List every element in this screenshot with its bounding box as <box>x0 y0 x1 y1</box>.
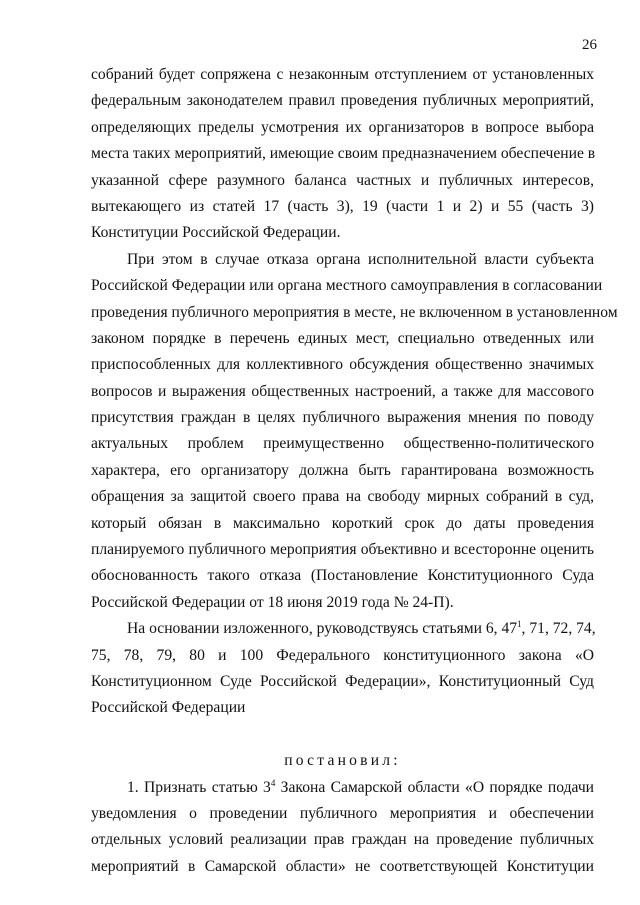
text-line: вопросов и выражения общественных настроений, а также для массового <box>91 382 594 400</box>
paragraph <box>91 62 594 247</box>
text-line: федеральным законодателем правил проведения публичных мероприятий, <box>91 92 594 110</box>
text-line: приспособленных для коллективного обсуждения общественно значимых <box>91 356 594 374</box>
text-line: актуальных проблем преимущественно общественно-политического <box>91 435 594 453</box>
text-line: который обязан в максимально короткий срок до даты проведения <box>91 514 594 532</box>
text-fragment: На основании изложенного, руководствуясь статьями 6, 47 <box>127 620 518 638</box>
superscript: 4 <box>270 777 276 788</box>
text-line: планируемого публичного мероприятия объективно и всесторонне оценить <box>91 541 594 559</box>
text-line: присутствия граждан в целях публичного выражения мнения по поводу <box>91 409 594 427</box>
blank-line <box>91 722 594 748</box>
text-line <box>91 775 594 801</box>
superscript: 1 <box>517 619 522 630</box>
text-line: характера, его организатору должна быть гарантирована возможность <box>91 461 594 479</box>
ruling-heading: постановил: <box>284 752 401 770</box>
text-line: Российской Федерации от 18 июня 2019 года № 24-П). <box>91 593 454 611</box>
text-line: определяющих пределы усмотрения их организаторов в вопросе выбора <box>91 118 594 136</box>
text-line: законом порядке в перечень единых мест, специально отведенных или <box>91 329 594 347</box>
text-line: Конституции Российской Федерации. <box>91 224 341 242</box>
text-line: отдельных условий реализации прав граждан на проведение публичных <box>91 831 594 849</box>
body-text <box>91 62 618 880</box>
text-line: При этом в случае отказа органа исполнительной власти субъекта <box>127 250 594 268</box>
paragraph <box>91 775 594 881</box>
text-line: мероприятий в Самарской области» не соответствующей Конституции <box>91 857 594 875</box>
text-line: уведомления о проведении публичного мероприятия и обеспечении <box>91 804 594 822</box>
text-line: Российской Федерации <box>91 699 246 717</box>
text-line: обращения за защитой своего права на свободу мирных собраний в суд, <box>91 488 594 506</box>
text-fragment: 1. Признать статью 3 <box>127 778 271 796</box>
text-fragment: , 71, 72, 74, <box>521 620 596 638</box>
text-line: места таких мероприятий, имеющие своим предназначением обеспечение в <box>91 145 596 163</box>
text-line: указанной сфере разумного баланса частных и публичных интересов, <box>91 171 594 189</box>
text-line <box>91 616 594 642</box>
text-line: собраний будет сопряжена с незаконным отступлением от установленных <box>91 66 594 83</box>
page-number: 26 <box>582 37 597 53</box>
text-line: Конституционном Суде Российской Федерации», Конституционный Суд <box>91 672 594 690</box>
text-line: обоснованность такого отказа (Постановление Конституционного Суда <box>91 567 594 585</box>
text-line: проведения публичного мероприятия в месте, не включенном в установленном <box>91 303 618 321</box>
paragraph <box>91 247 618 616</box>
paragraph <box>91 616 594 722</box>
text-fragment: Закона Самарской области «О порядке подачи <box>275 778 595 796</box>
text-line: 75, 78, 79, 80 и 100 Федерального конституционного закона «О <box>91 646 594 664</box>
text-line: вытекающего из статей 17 (часть 3), 19 (части 1 и 2) и 55 (часть 3) <box>91 197 594 215</box>
text-line: Российской Федерации или органа местного самоуправления в согласовании <box>91 277 603 295</box>
